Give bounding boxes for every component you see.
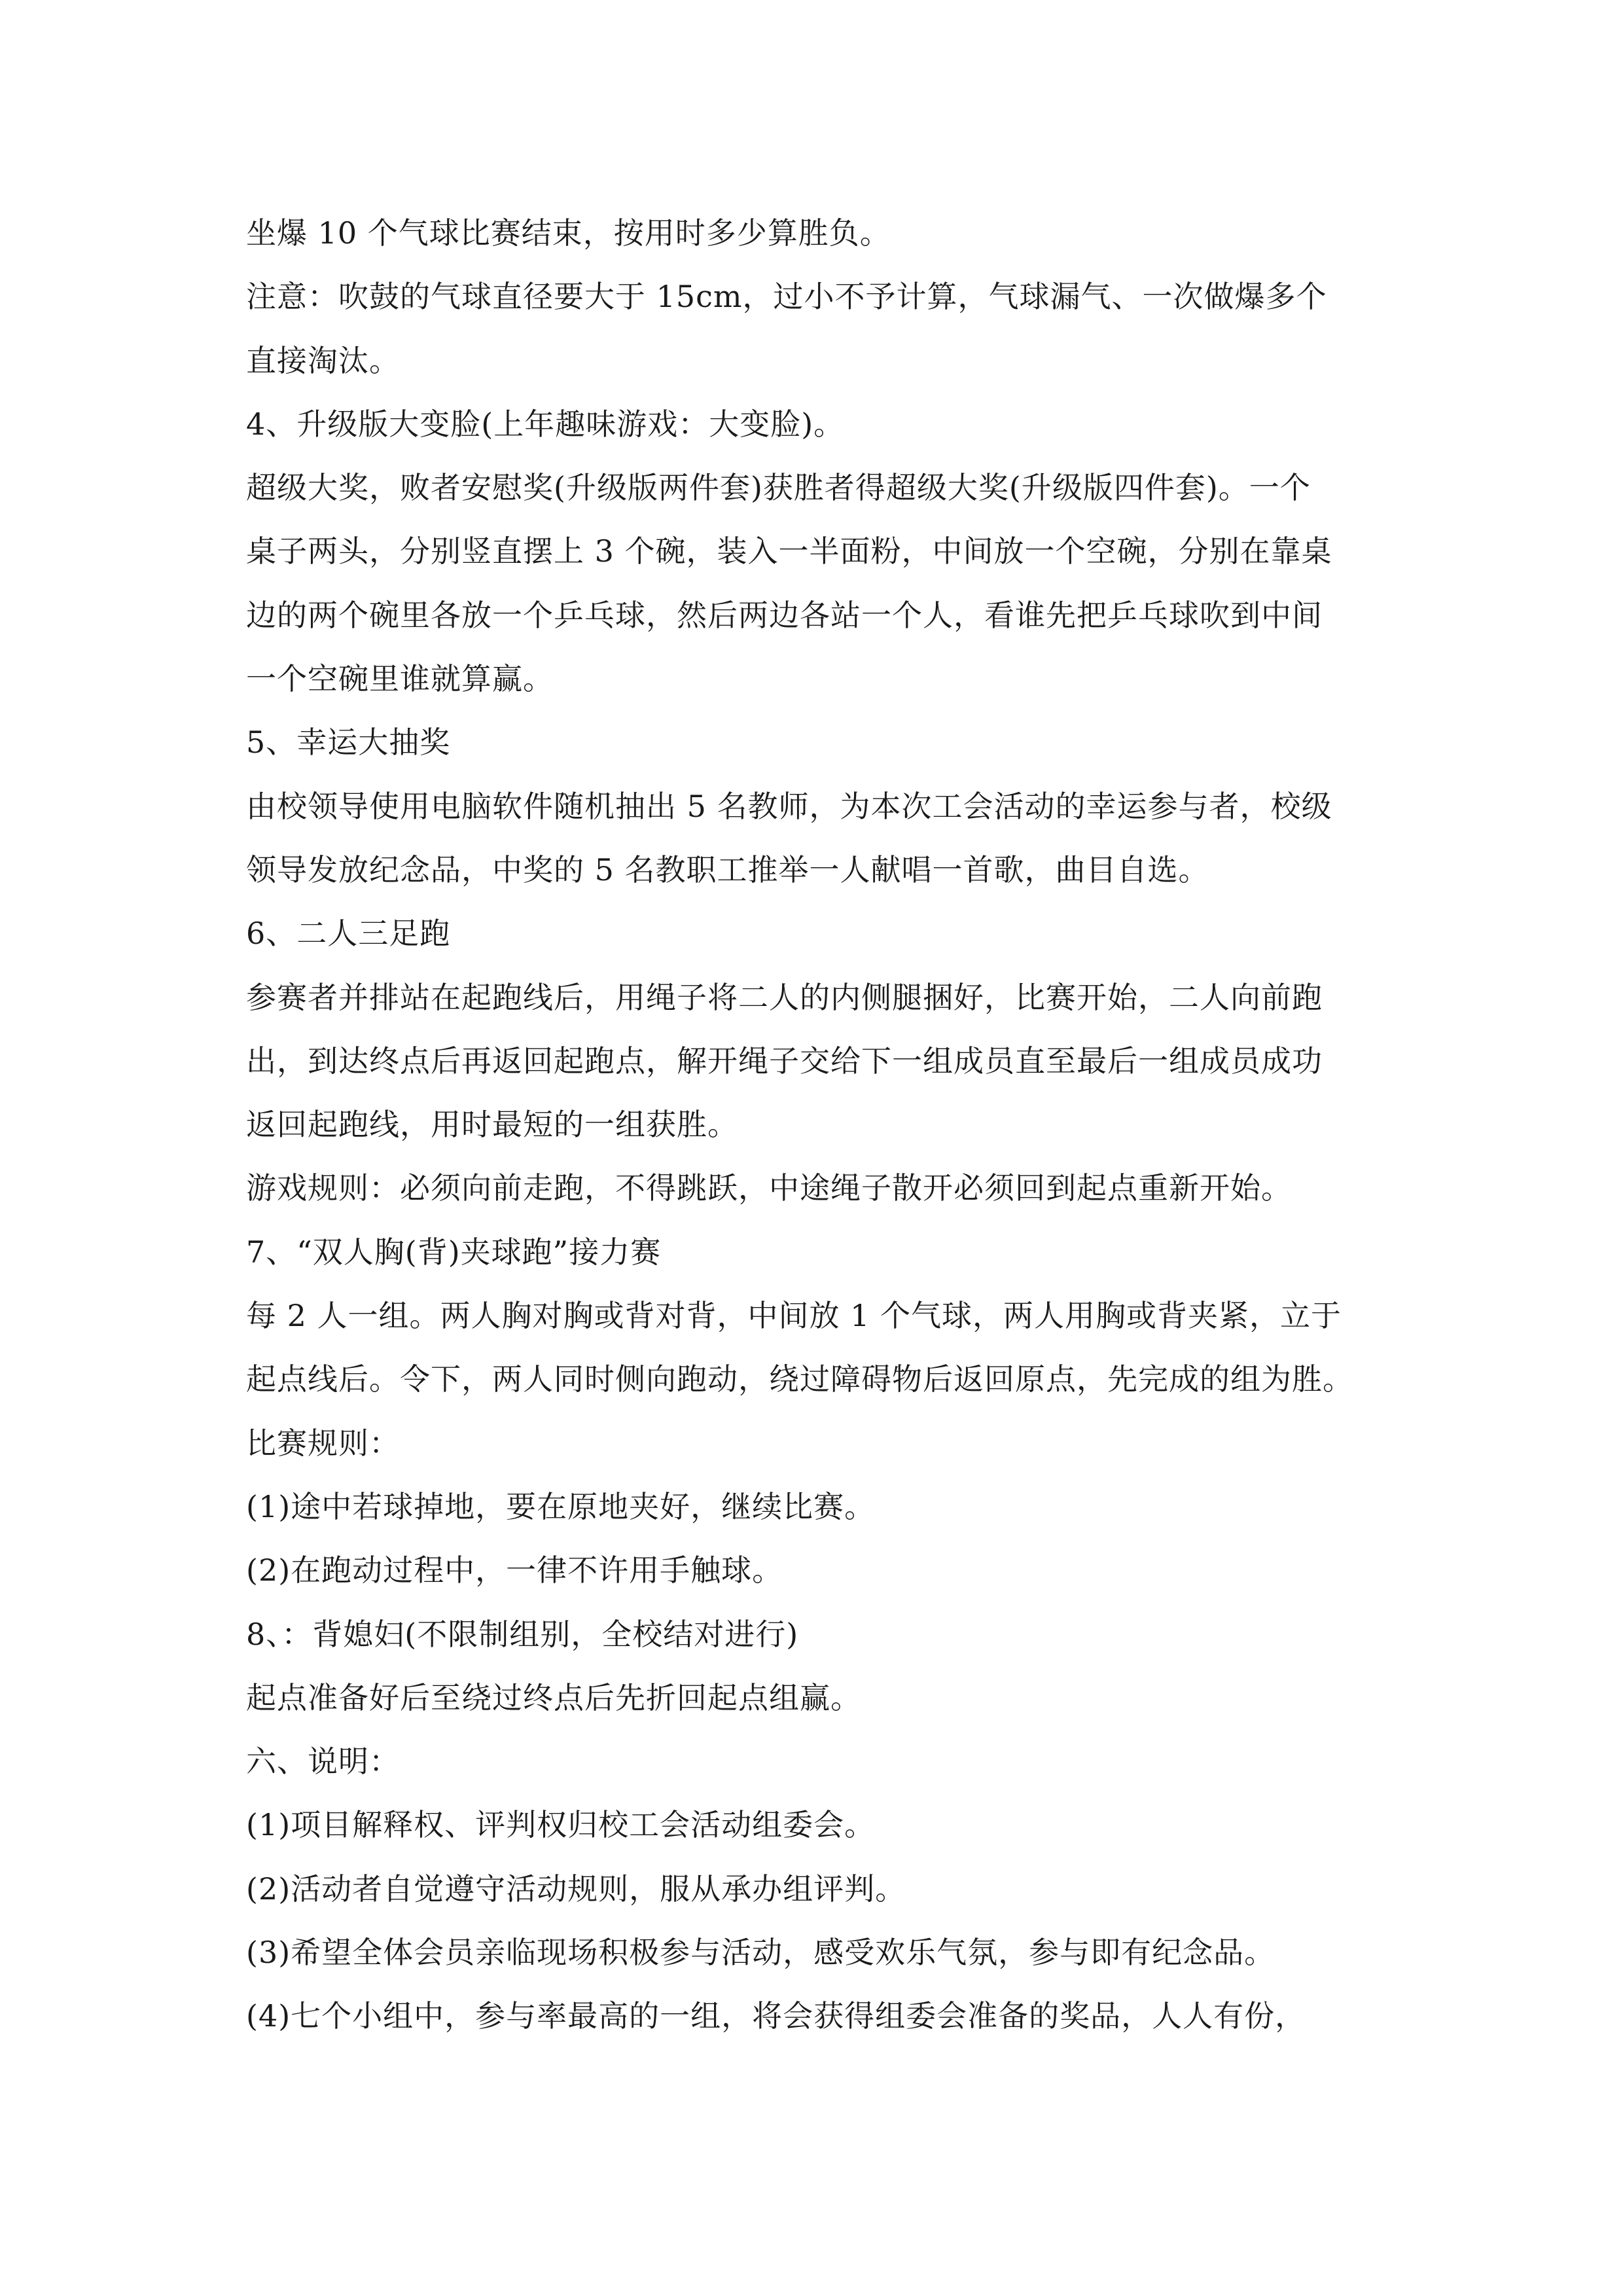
list-item: (1)途中若球掉地，要在原地夹好，继续比赛。	[246, 1488, 876, 1524]
section-heading: 7、“双人胸(背)夹球跑”接力赛	[246, 1234, 662, 1270]
text-line: 领导发放纪念品，中奖的 5 名教职工推举一人献唱一首歌，曲目自选。	[246, 852, 1209, 888]
text-line: 由校领导使用电脑软件随机抽出 5 名教师，为本次工会活动的幸运参与者，校级	[246, 788, 1332, 824]
text-line: 边的两个碗里各放一个乒乓球，然后两边各站一个人，看谁先把乒乓球吹到中间	[246, 597, 1323, 633]
section-heading: 六、说明：	[246, 1744, 400, 1780]
text-line: 一个空碗里谁就算赢。	[246, 661, 554, 697]
section-heading: 8、：背媳妇(不限制组别，全校结对进行)	[246, 1616, 799, 1652]
text-line: 起点准备好后至绕过终点后先折回起点组赢。	[246, 1679, 861, 1715]
section-heading: 6、二人三足跑	[246, 916, 451, 952]
list-item: (4)七个小组中，参与率最高的一组，将会获得组委会准备的奖品，人人有份，	[246, 1998, 1306, 2034]
text-line: 桌子两头，分别竖直摆上 3 个碗，装入一半面粉，中间放一个空碗，分别在靠桌	[246, 533, 1332, 569]
text-line: 超级大奖，败者安慰奖(升级版两件套)获胜者得超级大奖(升级版四件套)。一个	[246, 470, 1311, 506]
text-line: 参赛者并排站在起跑线后，用绳子将二人的内侧腿捆好，比赛开始，二人向前跑	[246, 979, 1323, 1015]
text-line: 每 2 人一组。两人胸对胸或背对背，中间放 1 个气球，两人用胸或背夹紧，立于	[246, 1298, 1342, 1334]
list-item: (2)活动者自觉遵守活动规则，服从承办组评判。	[246, 1871, 906, 1907]
section-heading: 5、幸运大抽奖	[246, 725, 451, 761]
text-line: 游戏规则：必须向前走跑，不得跳跃，中途绳子散开必须回到起点重新开始。	[246, 1170, 1292, 1206]
text-line: 注意：吹鼓的气球直径要大于 15cm，过小不予计算，气球漏气、一次做爆多个	[246, 279, 1327, 315]
text-line: 坐爆 10 个气球比赛结束，按用时多少算胜负。	[246, 215, 891, 251]
section-heading: 4、升级版大变脸(上年趣味游戏：大变脸)。	[246, 406, 845, 442]
list-item: (1)项目解释权、评判权归校工会活动组委会。	[246, 1807, 876, 1843]
text-line: 返回起跑线，用时最短的一组获胜。	[246, 1107, 738, 1143]
text-line: 起点线后。令下，两人同时侧向跑动，绕过障碍物后返回原点，先完成的组为胜。	[246, 1361, 1353, 1397]
document-body	[246, 202, 1385, 2049]
list-item: (2)在跑动过程中，一律不许用手触球。	[246, 1552, 783, 1588]
text-line: 比赛规则：	[246, 1425, 400, 1461]
list-item: (3)希望全体会员亲临现场积极参与活动，感受欢乐气氛，参与即有纪念品。	[246, 1935, 1275, 1971]
text-line: 出，到达终点后再返回起跑点，解开绳子交给下一组成员直至最后一组成员成功	[246, 1043, 1323, 1079]
text-line: 直接淘汰。	[246, 342, 400, 378]
